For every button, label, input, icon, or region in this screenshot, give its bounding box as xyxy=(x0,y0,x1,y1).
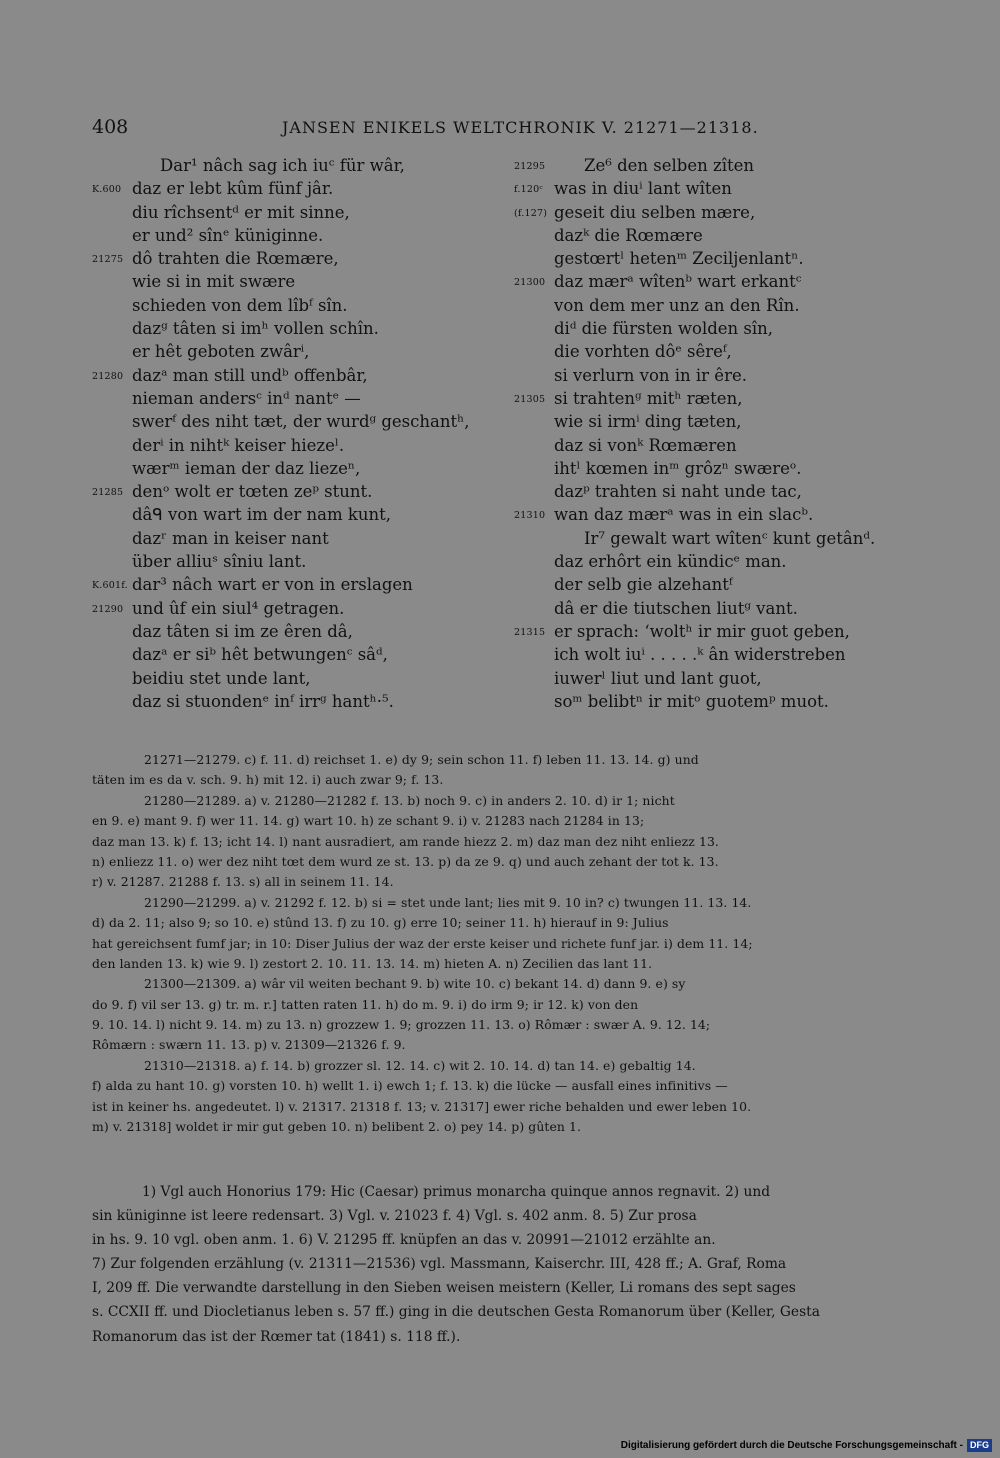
verse-line-text: was in diuⁱ lant wîten xyxy=(554,179,732,199)
verse-line xyxy=(512,366,912,389)
verse-line-text: der selb gie alzehantᶠ xyxy=(554,575,733,595)
verse-line xyxy=(92,552,512,575)
verse-line-text: dazᵖ trahten si naht unde tac, xyxy=(554,482,802,502)
verse-line-text: dô trahten die Rœmære, xyxy=(132,249,339,269)
verse-line-text: geseit diu selben mære, xyxy=(554,202,756,222)
verse-column-left xyxy=(92,156,512,715)
verse-line-marker: K.601f. xyxy=(92,580,128,592)
verse-line xyxy=(512,599,912,622)
verse-line-marker: 21280 xyxy=(92,370,124,382)
verse-line-text: daz erhôrt ein kündicᵉ man. xyxy=(554,552,787,572)
verse-line xyxy=(92,599,512,622)
variant-line: 21300—21309. a) wâr vil weiten bechant 9. b) wite 10. c) bekant 14. d) dann 9. e) sy xyxy=(144,976,686,992)
verse-line-text: diu rîchsentᵈ er mit sinne, xyxy=(132,202,350,222)
verse-line-text: wie si in mit swære xyxy=(132,272,296,292)
variant-line: 21271—21279. c) f. 11. d) reichset 1. e) dy 9; sein schon 11. f) leben 11. 13. 14. g) und xyxy=(144,752,699,767)
verse-line xyxy=(92,575,512,598)
verse-line-text: er hêt geboten zwârⁱ, xyxy=(132,342,310,362)
verse-line xyxy=(512,272,912,295)
verse-line xyxy=(92,156,512,179)
variant-line: 21310—21318. a) f. 14. b) grozzer sl. 12. 14. c) wit 2. 10. 14. d) tan 14. e) gebaltig 14. xyxy=(144,1057,696,1073)
variant-line: r) v. 21287. 21288 f. 13. s) all in seinem 11. 14. xyxy=(92,874,394,890)
verse-line xyxy=(512,319,912,342)
dfg-logo-icon: DFG xyxy=(967,1439,992,1452)
verse-line-text: ich wolt iuⁱ . . . . .ᵏ ân widerstreben xyxy=(554,645,846,665)
verse-line-marker: 21275 xyxy=(92,254,124,266)
dfg-banner xyxy=(621,1438,992,1452)
page-number: 408 xyxy=(92,116,129,138)
verse-line-text: die vorhten dôᵉ sêreᶠ, xyxy=(554,342,732,362)
variant-line: den landen 13. k) wie 9. l) zestort 2. 10. 11. 13. 14. m) hieten A. n) Zecilien das lant 11. xyxy=(92,955,653,971)
verse-line xyxy=(92,389,512,412)
variant-line: ist in keiner hs. angedeutet. l) v. 21317. 21318 f. 13; v. 21317] ewer riche behalden und ewer leben 10. xyxy=(92,1098,752,1114)
verse-line-marker: 21300 xyxy=(514,277,546,289)
verse-line xyxy=(92,622,512,645)
verse-line-text: dâ er die tiutschen liutᵍ vant. xyxy=(554,598,798,618)
verse-line-text: Ze⁶ den selben zîten xyxy=(584,156,754,175)
verse-line xyxy=(512,552,912,575)
verse-line-text: denᵒ wolt er tœten zeᵖ stunt. xyxy=(132,482,373,502)
verse-line xyxy=(92,482,512,505)
verse-line-text: und ûf ein siul⁴ getragen. xyxy=(132,598,345,618)
variant-line: n) enliezz 11. o) wer dez niht tœt dem wurd ze st. 13. p) da ze 9. q) und auch zehant der tot k. 13. xyxy=(92,853,719,869)
verse-line-marker: 21305 xyxy=(514,393,546,405)
verse-line-text: gestœrtˡ hetenᵐ Zeciljenlantⁿ. xyxy=(554,249,804,269)
verse-line xyxy=(512,575,912,598)
verse-line-text: er sprach: ‘woltʰ ir mir guot geben, xyxy=(554,621,850,641)
verse-line-text: er und² sînᵉ küniginne. xyxy=(132,225,324,245)
verse-line-text: dazᵍ tâten si imʰ vollen schîn. xyxy=(132,319,379,339)
footnote-line: in hs. 9. 10 vgl. oben anm. 1. 6) V. 21295 ff. knüpfen an das v. 20991—21012 erzählte an. xyxy=(92,1232,716,1249)
verse-line xyxy=(512,412,912,435)
verse-line xyxy=(512,692,912,715)
verse-line xyxy=(92,203,512,226)
verse-line-marker: (f.127) xyxy=(514,207,548,219)
dfg-text: Digitalisierung gefördert durch die Deutsche Forschungsgemeinschaft - xyxy=(620,1439,963,1451)
verse-line xyxy=(92,412,512,435)
verse-line-text: iuwerˡ liut und lant guot, xyxy=(554,668,762,688)
variant-line: f) alda zu hant 10. g) vorsten 10. h) wellt 1. i) ewch 1; f. 13. k) die lücke — ausfall eines infinitivs — xyxy=(92,1078,728,1094)
verse-line-text: derⁱ in nihtᵏ keiser hiezeˡ. xyxy=(132,435,345,455)
verse-line-text: dar³ nâch wart er von in erslagen xyxy=(132,575,413,595)
footnote-line: sin küniginne ist leere redensart. 3) Vgl. v. 21023 f. 4) Vgl. s. 402 anm. 8. 5) Zur prosa xyxy=(92,1208,697,1225)
footnote-line: s. CCXII ff. und Diocletianus leben s. 57 ff.) ging in die deutschen Gesta Romanorum über (Keller, Gesta xyxy=(92,1304,820,1321)
verse-line-text: soᵐ belibtⁿ ir mitᵒ guotemᵖ muot. xyxy=(554,691,829,711)
verse-line xyxy=(512,342,912,365)
verse-line-text: Dar¹ nâch sag ich iuᶜ für wâr, xyxy=(160,156,405,175)
verse-line-text: dâᑫ von wart im der nam kunt, xyxy=(132,505,391,525)
verse-line xyxy=(512,203,912,226)
verse-line-text: dazᵏ die Rœmære xyxy=(554,225,703,245)
verse-line xyxy=(512,296,912,319)
variant-line: täten im es da v. sch. 9. h) mit 12. i) auch zwar 9; f. 13. xyxy=(92,772,444,788)
verse-line xyxy=(512,389,912,412)
verse-line xyxy=(512,179,912,202)
verse-line-marker: K.600 xyxy=(92,184,122,196)
variant-line: daz man 13. k) f. 13; icht 14. l) nant ausradiert, am rande hiezz 2. m) daz man dez niht enliezz 13. xyxy=(92,833,719,849)
verse-line-text: über alliuˢ sîniu lant. xyxy=(132,552,307,572)
verse-line xyxy=(92,529,512,552)
verse-line xyxy=(92,692,512,715)
verse-line-text: dazᵃ man still undᵇ offenbâr, xyxy=(132,365,368,385)
footnote-line: Romanorum das ist der Rœmer tat (1841) s. 118 ff.). xyxy=(92,1328,461,1345)
verse-line xyxy=(512,436,912,459)
verse-line-text: Ir⁷ gewalt wart wîtenᶜ kunt getânᵈ. xyxy=(584,528,876,548)
verse-line xyxy=(92,319,512,342)
verse-line-text: daz tâten si im ze êren dâ, xyxy=(132,621,353,641)
verse-line xyxy=(92,366,512,389)
verse-line xyxy=(92,179,512,202)
variant-line: Rômærn : swærn 11. 13. p) v. 21309—21326 f. 9. xyxy=(92,1037,406,1053)
verse-line xyxy=(512,482,912,505)
verse-line-text: nieman andersᶜ inᵈ nantᵉ — xyxy=(132,388,361,408)
verse-line-text: daz mærᵃ wîtenᵇ wart erkantᶜ xyxy=(554,272,802,292)
variant-line: hat gereichsent fumf jar; in 10: Diser Julius der waz der erste keiser und richete funf jar. i) dem 11. 14; xyxy=(92,935,753,951)
verse-line-text: dazʳ man in keiser nant xyxy=(132,528,329,548)
verse-line xyxy=(512,505,912,528)
verse-line-text: von dem mer unz an den Rîn. xyxy=(554,295,800,315)
verse-line xyxy=(512,156,912,179)
page-header xyxy=(92,116,908,142)
verse-line xyxy=(92,645,512,668)
variant-line: 9. 10. 14. l) nicht 9. 14. m) zu 13. n) grozzew 1. 9; grozzen 11. 13. o) Rômær : swær A. 9. 12. 14; xyxy=(92,1017,711,1033)
verse-line-text: daz si vonᵏ Rœmæren xyxy=(554,435,737,455)
verse-line xyxy=(92,249,512,272)
verse-line-text: daz er lebt kûm fünf jâr. xyxy=(132,179,334,199)
verse-line-marker: 21285 xyxy=(92,487,124,499)
verse-line xyxy=(92,436,512,459)
verse-line xyxy=(512,226,912,249)
running-title: JANSEN ENIKELS WELTCHRONIK V. 21271—21318. xyxy=(282,118,759,137)
verse-line-text: diᵈ die fürsten wolden sîn, xyxy=(554,319,774,339)
verse-line xyxy=(92,272,512,295)
verse-line-text: si verlurn von in ir êre. xyxy=(554,365,747,385)
variant-line: do 9. f) vil ser 13. g) tr. m. r.] tatten raten 11. h) do m. 9. i) do irm 9; ir 12. k) von den xyxy=(92,996,639,1012)
verse-line xyxy=(92,296,512,319)
verse-line-marker: 21310 xyxy=(514,510,546,522)
verse-line-text: si trahtenᵍ mitʰ ræten, xyxy=(554,388,743,408)
verse-line-text: wan daz mærᵃ was in ein slacᵇ. xyxy=(554,505,814,525)
variant-line: 21290—21299. a) v. 21292 f. 12. b) si = stet unde lant; lies mit 9. 10 in? c) twungen 11. 13. 14. xyxy=(144,894,752,910)
verse-line xyxy=(512,669,912,692)
verse-line-text: wie si irmⁱ ding tæten, xyxy=(554,412,742,432)
verse-line xyxy=(92,505,512,528)
verse-line xyxy=(512,529,912,552)
verse-line xyxy=(92,226,512,249)
footnote-line: I, 209 ff. Die verwandte darstellung in den Sieben weisen meistern (Keller, Li romans des sept sages xyxy=(92,1280,796,1297)
verse-line xyxy=(92,669,512,692)
footnote-line: 7) Zur folgenden erzählung (v. 21311—21536) vgl. Massmann, Kaiserchr. III, 428 ff.; A. Graf, Roma xyxy=(92,1256,787,1273)
verse-line xyxy=(512,459,912,482)
verse-line-text: ihtˡ kœmen inᵐ grôzⁿ swæreᵒ. xyxy=(554,458,802,478)
verse-line-marker: 21290 xyxy=(92,603,124,615)
variant-apparatus xyxy=(92,752,914,1139)
footnotes xyxy=(92,1184,914,1353)
variant-line: en 9. e) mant 9. f) wer 11. 14. g) wart 10. h) ze schant 9. i) v. 21283 nach 21284 in 13; xyxy=(92,813,645,829)
verse-line-marker: 21315 xyxy=(514,626,546,638)
verse-line-text: daz si stuondenᵉ inᶠ irrᵍ hantʰ·⁵. xyxy=(132,691,394,711)
verse-line-text: swerᶠ des niht tæt, der wurdᵍ geschantʰ, xyxy=(132,412,470,432)
variant-line: m) v. 21318] woldet ir mir gut geben 10. n) belibent 2. o) pey 14. p) gûten 1. xyxy=(92,1119,582,1135)
verse-line xyxy=(92,342,512,365)
verse-line-marker: 21295 xyxy=(514,161,546,172)
variant-line: 21280—21289. a) v. 21280—21282 f. 13. b) noch 9. c) in anders 2. 10. d) ir 1; nicht xyxy=(144,792,675,808)
verse-line xyxy=(512,622,912,645)
verse-line xyxy=(512,645,912,668)
verse-line-text: beidiu stet unde lant, xyxy=(132,668,311,688)
verse-line-marker: f.120ᶜ xyxy=(514,184,543,196)
variant-line: d) da 2. 11; also 9; so 10. e) stûnd 13. f) zu 10. g) erre 10; seiner 11. h) hierauf in 9: Julius xyxy=(92,915,669,931)
verse-line xyxy=(92,459,512,482)
verse-column-right xyxy=(512,156,912,715)
verse-line-text: wærᵐ ieman der daz liezeⁿ, xyxy=(132,458,361,478)
verse-line-text: schieden von dem lîbᶠ sîn. xyxy=(132,295,348,315)
verse-line xyxy=(512,249,912,272)
footnote-line: 1) Vgl auch Honorius 179: Hic (Caesar) primus monarcha quinque annos regnavit. 2) und xyxy=(142,1184,771,1200)
verse-line-text: dazᵃ er siᵇ hêt betwungenᶜ sâᵈ, xyxy=(132,645,388,665)
